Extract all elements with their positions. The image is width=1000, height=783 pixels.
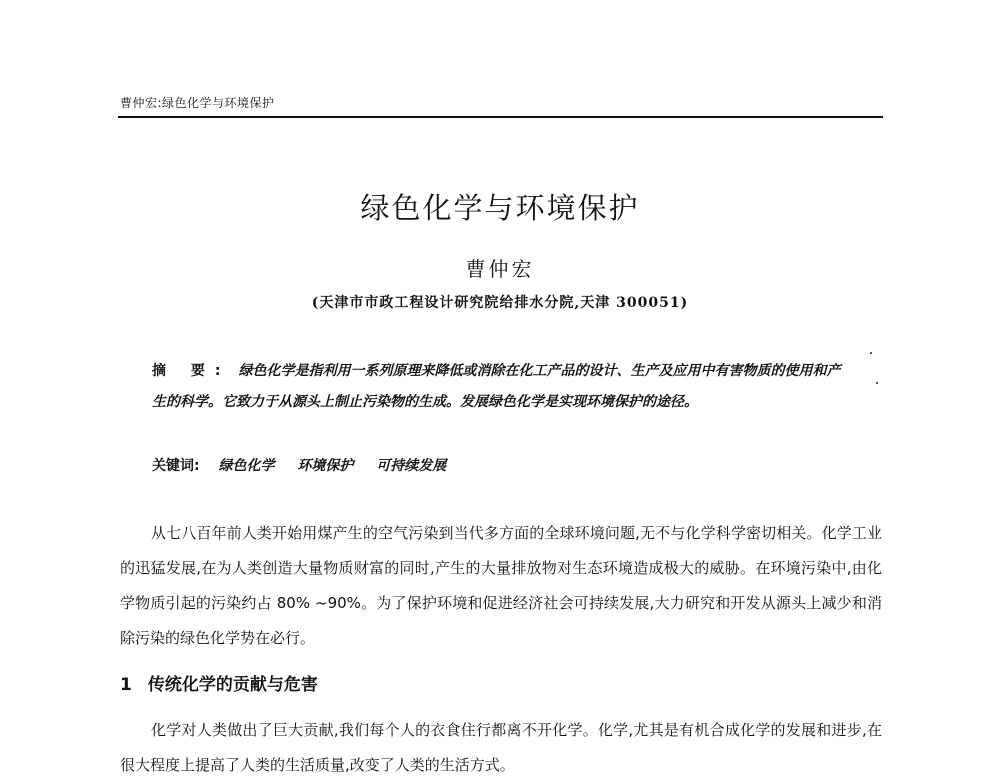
keywords-label: 关键词:	[152, 458, 200, 474]
author-name: 曹仲宏	[465, 257, 535, 281]
scan-speck	[870, 352, 872, 354]
keyword-item: 可持续发展	[376, 458, 447, 474]
keyword-item: 环境保护	[297, 458, 354, 474]
abstract-text: 绿色化学是指利用一系列原理来降低或消除在化工产品的设计、生产及应用中有害物质的使用和产生的科学。它致力于从源头上制止污染物的生成。发展绿色化学是实现环境保护的途径。	[152, 363, 841, 410]
section-number: 1	[120, 675, 132, 695]
intro-paragraph: 从七八百年前人类开始用煤产生的空气污染到当代多方面的全球环境问题,无不与化学科学密切相关。化学工业的迅猛发展,在为人类创造大量物质财富的同时,产生的大量排放物对生态环境造成极大的威胁。在环境污染中,由化学物质引起的污染约占 80% ~90%。为了保护环境和促进经济社会可持续发展,大力研究和开发从源头上减少和消除污染的绿色化学势在必行。	[120, 524, 882, 647]
abstract-block	[152, 356, 852, 418]
keywords-block	[152, 455, 464, 475]
author-affiliation: (天津市市政工程设计研究院给排水分院,天津 300051)	[311, 295, 689, 311]
abstract-label: 摘 要:	[152, 363, 231, 379]
section-heading	[120, 670, 318, 695]
paper-title: 绿色化学与环境保护	[360, 191, 640, 225]
running-header: 曹仲宏:绿色化学与环境保护	[120, 96, 275, 110]
keyword-item: 绿色化学	[218, 458, 275, 474]
section-paragraph: 化学对人类做出了巨大贡献,我们每个人的衣食住行都离不开化学。化学,尤其是有机合成化学的发展和进步,在很大程度上提高了人类的生活质量,改变了人类的生活方式。	[120, 721, 882, 774]
section-title: 传统化学的贡献与危害	[147, 675, 318, 695]
scan-speck	[876, 382, 878, 384]
header-rule	[118, 116, 883, 118]
